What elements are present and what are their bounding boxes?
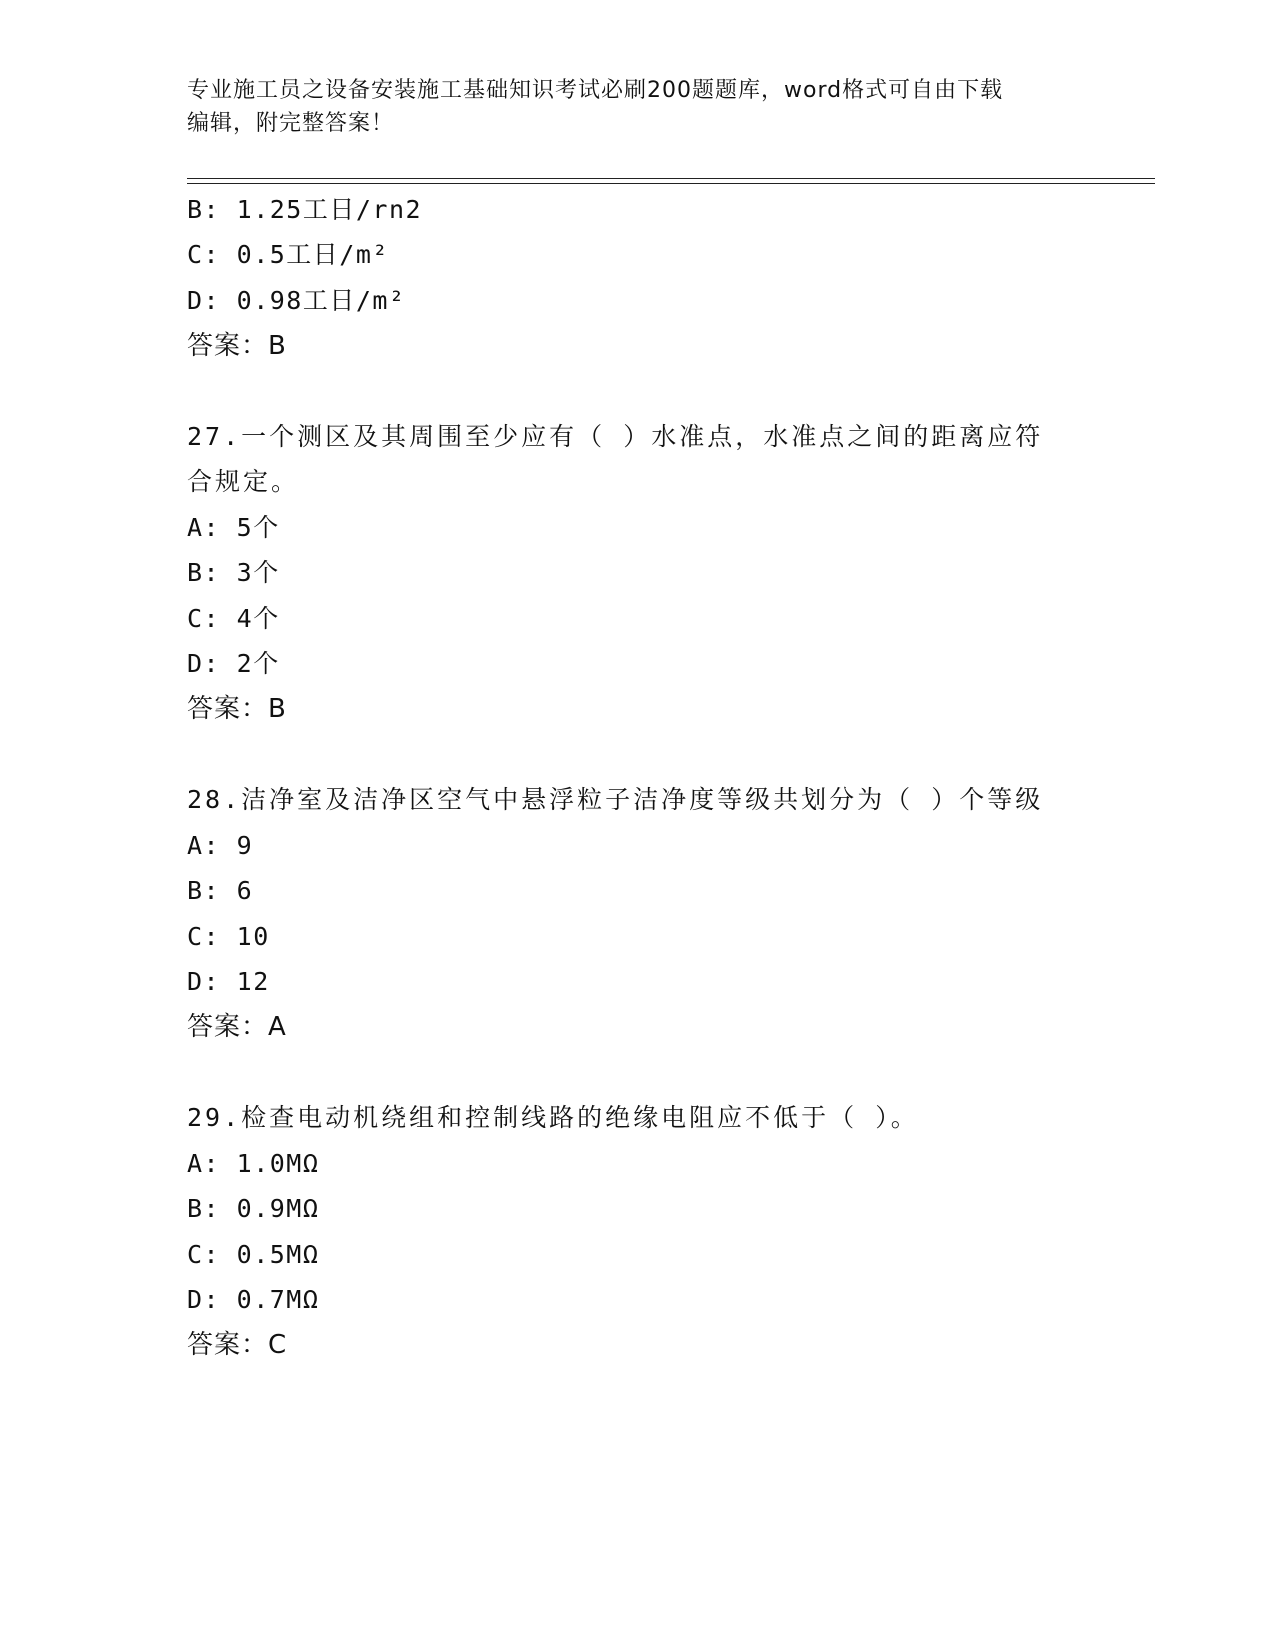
option-c: C: 0.5MΩ <box>187 1240 320 1269</box>
question-29-stem: 29.检查电动机绕组和控制线路的绝缘电阻应不低于（ ）。 <box>187 1103 919 1132</box>
option-d: D: 2个 <box>187 649 280 678</box>
header-rule-top <box>187 178 1155 179</box>
answer-line: 答案：A <box>187 1012 287 1042</box>
option-b: B: 0.9MΩ <box>187 1194 320 1223</box>
header-title-line-1: 专业施工员之设备安装施工基础知识考试必刷200题题库，word格式可自由下载 <box>187 78 1004 103</box>
option-b: B: 6 <box>187 876 254 905</box>
option-c: C: 10 <box>187 922 270 951</box>
question-28-stem: 28.洁净室及洁净区空气中悬浮粒子洁净度等级共划分为（ ）个等级 <box>187 785 1044 814</box>
answer-line: 答案：B <box>187 694 287 724</box>
option-c: C: 4个 <box>187 604 280 633</box>
option-a: A: 9 <box>187 831 254 860</box>
question-27-stem-cont: 合规定。 <box>187 467 300 496</box>
document-header <box>187 74 1087 140</box>
option-b: B: 3个 <box>187 558 280 587</box>
option-d: D: 0.7MΩ <box>187 1285 320 1314</box>
answer-line: 答案：C <box>187 1330 288 1360</box>
option-b: B: 1.25工日/rn2 <box>187 195 423 224</box>
option-a: A: 1.0MΩ <box>187 1149 320 1178</box>
option-d: D: 0.98工日/m² <box>187 286 406 315</box>
option-c: C: 0.5工日/m² <box>187 240 389 269</box>
answer-line: 答案：B <box>187 331 287 361</box>
question-27-stem: 27.一个测区及其周围至少应有（ ）水准点，水准点之间的距离应符 <box>187 422 1044 451</box>
header-rule-bottom <box>187 183 1155 184</box>
option-a: A: 5个 <box>187 513 280 542</box>
header-title-line-2: 编辑，附完整答案！ <box>187 111 395 136</box>
option-d: D: 12 <box>187 967 270 996</box>
